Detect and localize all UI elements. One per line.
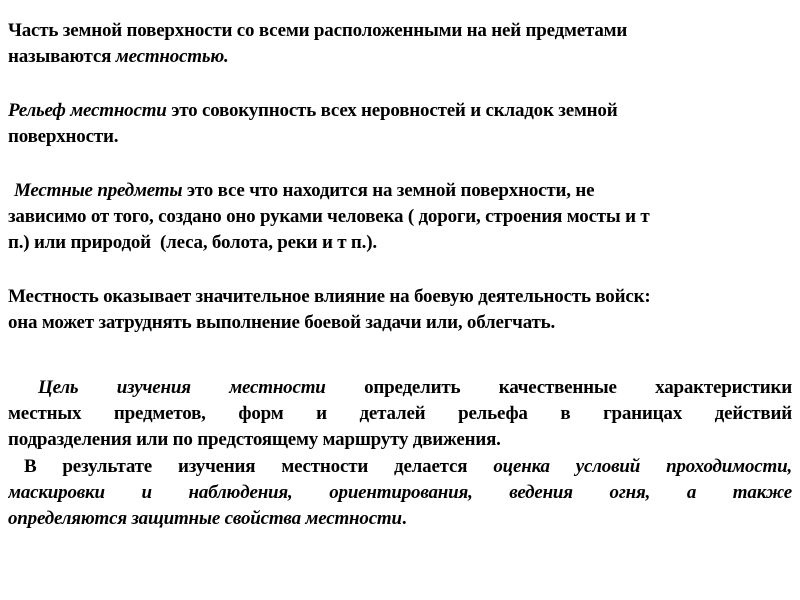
paragraph-study-goal [8, 375, 792, 453]
paragraph-local-objects-definition [8, 178, 792, 256]
text-line: зависимо от того, создано оно руками человека ( дороги, строения мосты и т [8, 206, 650, 227]
paragraph-relief-definition [8, 98, 792, 150]
text-line: Часть земной поверхности со всеми расположенными на ней предметами [8, 20, 628, 41]
text-line [8, 454, 792, 480]
term-assessment: оценка условий проходимости, [493, 456, 792, 477]
text-line: местных предметов, форм и деталей рельефа в границах действий [8, 403, 792, 424]
text-plain: называются [8, 46, 116, 67]
term-local-objects: Местные предметы [14, 180, 183, 201]
text-plain: . [401, 508, 407, 529]
term-study-goal: Цель изучения местности [38, 377, 326, 398]
paragraph-study-result [8, 454, 792, 532]
term-terrain: местностью. [115, 46, 229, 67]
text-line [8, 375, 792, 401]
text-line: она может затруднять выполнение боевой задачи или, облегчать. [8, 312, 556, 333]
text-line [8, 178, 792, 204]
text-line [8, 98, 792, 124]
text-line [8, 44, 792, 70]
text-line [8, 506, 792, 532]
text-line: подразделения или по предстоящему маршруту движения. [8, 429, 501, 450]
text-line: маскировки и наблюдения, ориентирования, ведения огня, а также [8, 482, 792, 503]
text-plain: это все что находится на земной поверхности, не [182, 180, 595, 201]
text-plain: это совокупность всех неровностей и складок земной [166, 100, 618, 121]
text-line: поверхности. [8, 126, 119, 147]
paragraph-terrain-influence [8, 284, 792, 336]
term-relief: Рельеф местности [8, 100, 167, 121]
text-plain: В результате изучения местности делается [24, 456, 494, 477]
text-line: Местность оказывает значительное влияние на боевую деятельность войск: [8, 286, 651, 307]
term-protective-properties: определяются защитные свойства местности [8, 508, 402, 529]
text-plain: определить качественные характеристики [325, 377, 792, 398]
paragraph-terrain-definition [8, 18, 792, 70]
text-line: п.) или природой (леса, болота, реки и т п.). [8, 232, 377, 253]
